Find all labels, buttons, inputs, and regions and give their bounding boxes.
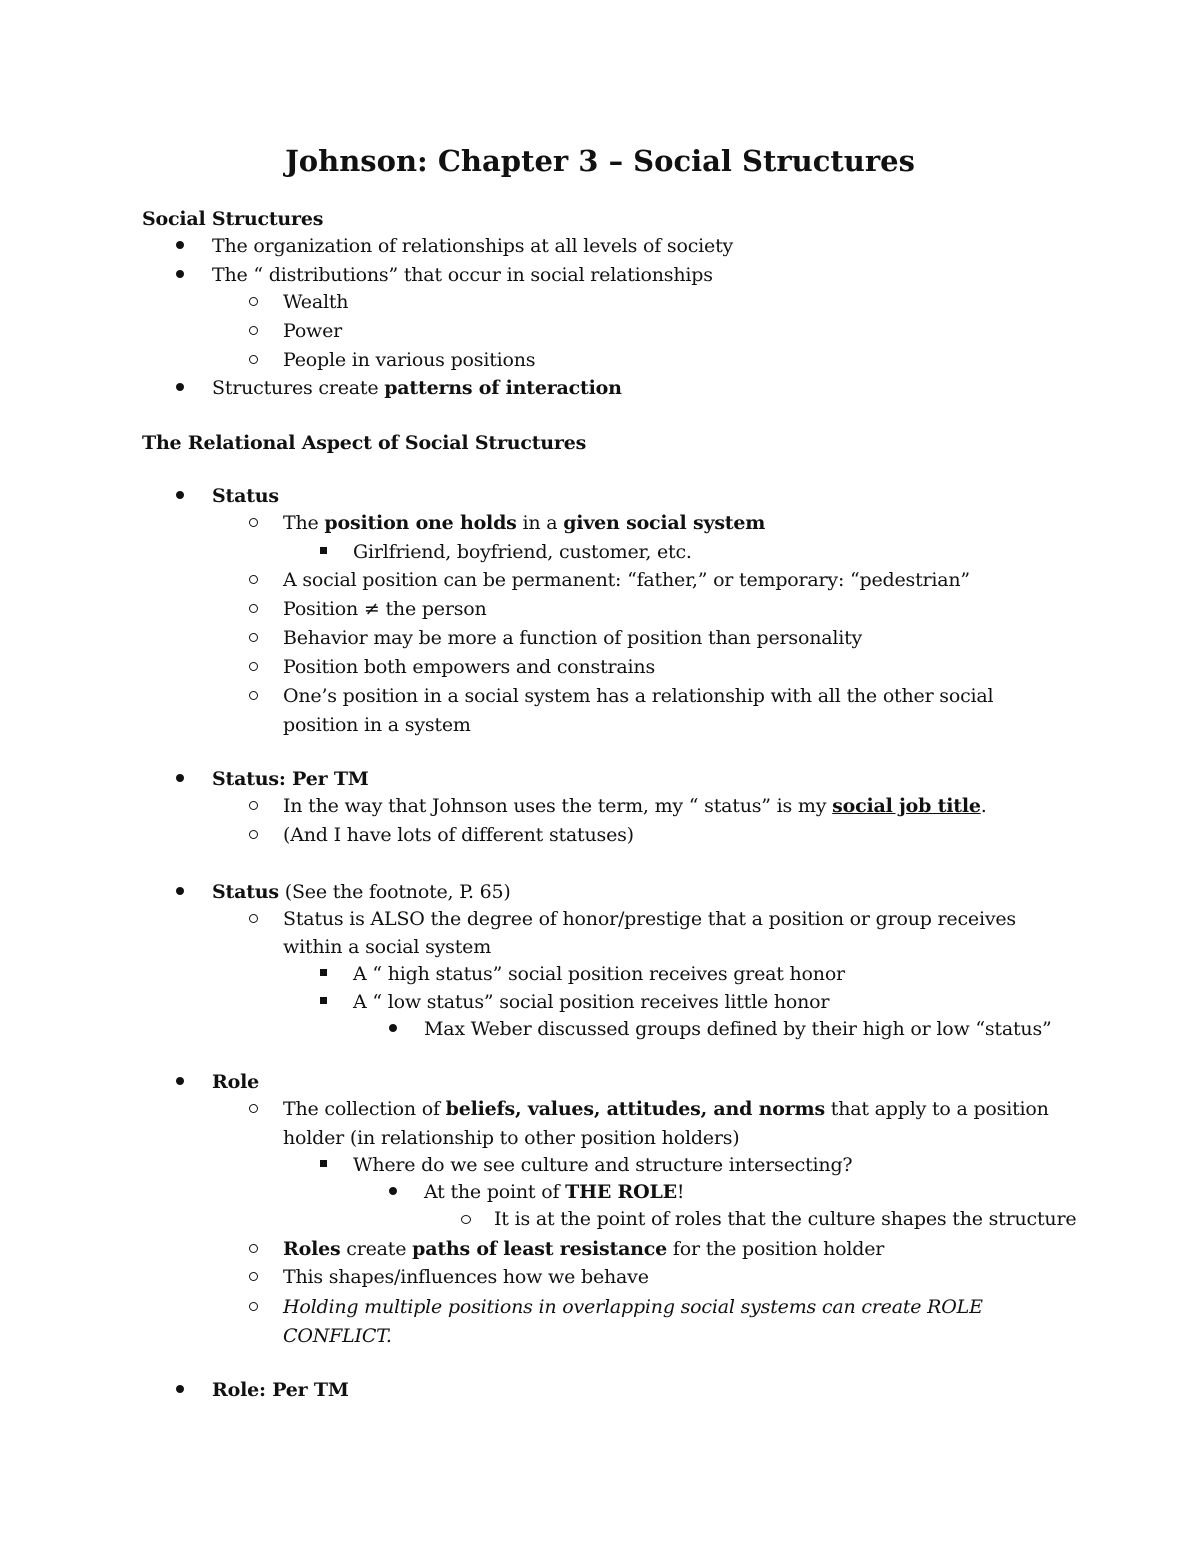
bullet-disc xyxy=(389,1024,397,1032)
bullet-circle xyxy=(249,914,258,923)
bullet-circle xyxy=(249,1104,258,1113)
list-item-continuation: holder (in relationship to other position holders) xyxy=(283,1127,740,1149)
bullet-disc xyxy=(176,1385,184,1393)
list-item-heading: Status (See the footnote, P. 65) xyxy=(212,881,511,903)
bullet-circle xyxy=(461,1215,471,1224)
bullet-disc xyxy=(176,887,184,895)
list-item: Girlfriend, boyfriend, customer, etc. xyxy=(353,541,692,563)
list-item: The collection of beliefs, values, attitudes, and norms that apply to a position xyxy=(283,1098,1049,1120)
section-heading-social-structures: Social Structures xyxy=(142,208,324,230)
bullet-square xyxy=(320,547,327,554)
list-item: Position ≠ the person xyxy=(283,598,487,620)
bullet-circle xyxy=(249,1272,258,1281)
bullet-circle xyxy=(249,662,258,671)
list-item: A “ low status” social position receives little honor xyxy=(353,991,830,1013)
list-item-continuation: position in a system xyxy=(283,714,471,736)
list-item-heading: Role xyxy=(212,1071,259,1093)
bullet-circle xyxy=(249,691,258,700)
list-item: Position both empowers and constrains xyxy=(283,656,656,678)
page-title: Johnson: Chapter 3 – Social Structures xyxy=(285,144,915,178)
bullet-square xyxy=(320,997,327,1004)
list-item-heading: Status: Per TM xyxy=(212,768,369,790)
list-item-continuation: within a social system xyxy=(283,936,492,958)
bullet-disc xyxy=(176,270,184,278)
list-item: A “ high status” social position receives great honor xyxy=(353,963,845,985)
list-item: Where do we see culture and structure intersecting? xyxy=(353,1154,853,1176)
list-item-heading: Status xyxy=(212,485,279,507)
list-item: Behavior may be more a function of position than personality xyxy=(283,627,863,649)
list-item: Power xyxy=(283,320,343,342)
list-item: A social position can be permanent: “father,” or temporary: “pedestrian” xyxy=(283,569,970,591)
list-item: Max Weber discussed groups defined by their high or low “status” xyxy=(424,1018,1052,1040)
list-item: Roles create paths of least resistance for the position holder xyxy=(283,1238,885,1260)
list-item-heading: Role: Per TM xyxy=(212,1379,349,1401)
list-item: Wealth xyxy=(283,291,349,313)
list-item: Structures create patterns of interaction xyxy=(212,377,622,399)
list-item: The position one holds in a given social system xyxy=(283,512,766,534)
bullet-disc xyxy=(176,491,184,499)
list-item: One’s position in a social system has a relationship with all the other social xyxy=(283,685,994,707)
bullet-circle xyxy=(249,633,258,642)
bullet-circle xyxy=(249,604,258,613)
bullet-disc xyxy=(389,1187,397,1195)
section-heading-relational-aspect: The Relational Aspect of Social Structures xyxy=(142,432,587,454)
bullet-square xyxy=(320,969,327,976)
bullet-circle xyxy=(249,1302,258,1311)
list-item: This shapes/influences how we behave xyxy=(283,1266,649,1288)
bullet-circle xyxy=(249,575,258,584)
list-item: Holding multiple positions in overlapping social systems can create ROLE xyxy=(283,1296,983,1318)
list-item-continuation: CONFLICT. xyxy=(283,1325,392,1347)
bullet-circle xyxy=(249,1244,258,1253)
bullet-circle xyxy=(249,355,258,364)
bullet-disc xyxy=(176,774,184,782)
list-item: People in various positions xyxy=(283,349,536,371)
bullet-circle xyxy=(249,830,258,839)
list-item: Status is ALSO the degree of honor/prestige that a position or group receives xyxy=(283,908,1016,930)
list-item: In the way that Johnson uses the term, my “ status” is my social job title. xyxy=(283,795,987,817)
bullet-disc xyxy=(176,1077,184,1085)
bullet-circle xyxy=(249,518,258,527)
bullet-square xyxy=(320,1160,327,1167)
bullet-circle xyxy=(249,297,258,306)
list-item: It is at the point of roles that the culture shapes the structure xyxy=(494,1208,1077,1230)
list-item: The organization of relationships at all levels of society xyxy=(212,235,734,257)
bullet-disc xyxy=(176,383,184,391)
list-item: The “ distributions” that occur in social relationships xyxy=(212,264,713,286)
list-item: (And I have lots of different statuses) xyxy=(283,824,634,846)
bullet-disc xyxy=(176,241,184,249)
bullet-circle xyxy=(249,326,258,335)
bullet-circle xyxy=(249,801,258,810)
list-item: At the point of THE ROLE! xyxy=(424,1181,685,1203)
